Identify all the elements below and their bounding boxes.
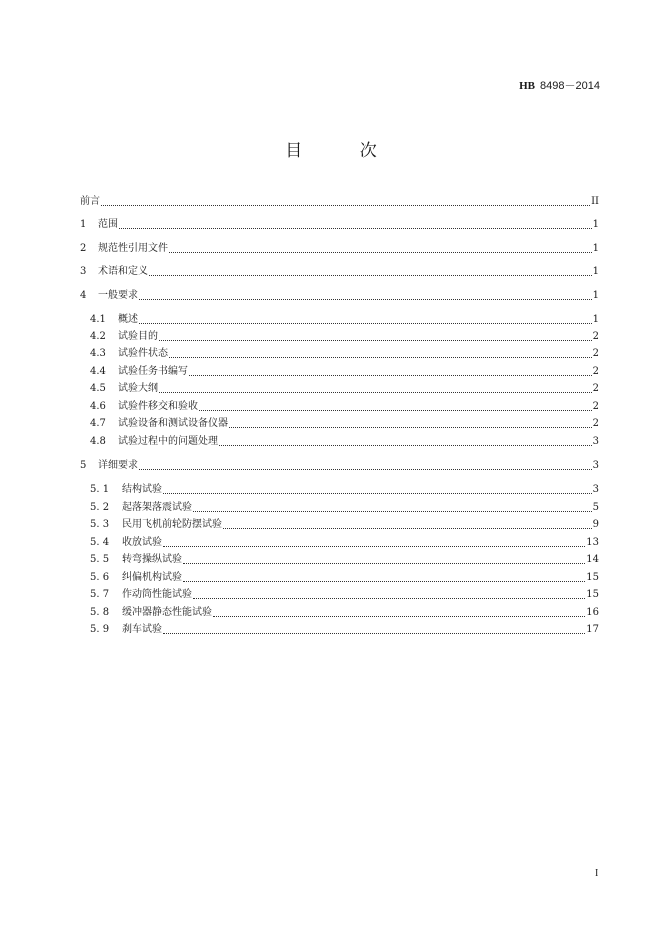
toc-leader-dots <box>223 527 592 529</box>
toc-leader-dots <box>163 632 585 634</box>
toc-entry-label: 试验件状态 <box>118 348 168 359</box>
toc-entry-number: 5. 4 <box>90 537 110 548</box>
toc-entry-label: 缓冲器静态性能试验 <box>122 607 212 618</box>
toc-entry-label: 转弯操纵试验 <box>122 554 182 565</box>
toc-entry-label: 术语和定义 <box>98 266 148 277</box>
toc-entry-label: 一般要求 <box>98 290 138 301</box>
toc-entry-number: 5. 5 <box>90 554 110 565</box>
toc-entry-page: 2 <box>592 331 599 342</box>
toc-leader-dots <box>213 615 585 617</box>
toc-entry-page: 1 <box>592 266 599 277</box>
toc-entry-page: 1 <box>592 290 599 301</box>
toc-entry-label: 规范性引用文件 <box>98 243 168 254</box>
toc-entry-page: 2 <box>592 401 599 412</box>
toc-leader-dots <box>189 374 592 376</box>
toc-entry-page: 15 <box>586 589 599 600</box>
toc-leader-dots <box>163 545 585 547</box>
toc-entry[interactable] <box>80 194 599 208</box>
toc-entry-number: 4.3 <box>90 348 106 359</box>
toc-leader-dots <box>139 468 592 470</box>
toc-entry-page: 2 <box>592 418 599 429</box>
toc-entry[interactable] <box>80 217 599 231</box>
toc-entry-page: 14 <box>586 554 599 565</box>
toc-entry[interactable] <box>90 517 599 531</box>
toc-entry[interactable] <box>90 381 599 395</box>
toc-leader-dots <box>183 562 585 564</box>
toc-entry-label: 概述 <box>118 314 138 325</box>
toc-entry-label: 前言 <box>80 196 100 207</box>
toc-entry-number: 3 <box>80 266 87 277</box>
toc-entry[interactable] <box>80 288 599 302</box>
toc-entry-number: 4.4 <box>90 366 106 377</box>
toc-entry[interactable] <box>90 329 599 343</box>
toc-entry[interactable] <box>90 312 599 326</box>
toc-entry-page: 3 <box>592 460 599 471</box>
toc-leader-dots <box>139 322 592 324</box>
toc-entry[interactable] <box>90 535 599 549</box>
toc-entry[interactable] <box>90 605 599 619</box>
toc-entry-page: 2 <box>592 348 599 359</box>
toc-leader-dots <box>219 444 592 446</box>
toc-entry-number: 5. 7 <box>90 589 110 600</box>
toc-entry-label: 试验目的 <box>118 331 158 342</box>
toc-entry-number: 4.6 <box>90 401 106 412</box>
toc-entry-number: 1 <box>80 219 87 230</box>
toc-entry-page: 5 <box>592 502 599 513</box>
page-title: 目 次 <box>285 141 403 161</box>
toc-entry-number: 4 <box>80 290 87 301</box>
toc-entry[interactable] <box>90 346 599 360</box>
toc-entry[interactable] <box>80 458 599 472</box>
toc-entry[interactable] <box>80 241 599 255</box>
toc-entry[interactable] <box>90 587 599 601</box>
toc-entry[interactable] <box>90 434 599 448</box>
standard-prefix: HB <box>519 80 535 92</box>
toc-entry-label: 作动筒性能试验 <box>122 589 192 600</box>
toc-entry-label: 起落架落震试验 <box>122 502 192 513</box>
toc-leader-dots <box>149 274 592 276</box>
toc-entry[interactable] <box>90 622 599 636</box>
toc-entry-page: 1 <box>592 243 599 254</box>
toc-entry-number: 4.2 <box>90 331 106 342</box>
toc-entry-page: 17 <box>586 624 599 635</box>
toc-leader-dots <box>199 409 592 411</box>
toc-leader-dots <box>159 391 592 393</box>
toc-leader-dots <box>183 580 585 582</box>
toc-entry-number: 2 <box>80 243 87 254</box>
toc-leader-dots <box>163 492 592 494</box>
toc-leader-dots <box>139 298 592 300</box>
toc-entry[interactable] <box>90 482 599 496</box>
toc-entry-page: 9 <box>592 519 599 530</box>
toc-entry-number: 4.8 <box>90 436 106 447</box>
toc-entry-number: 4.7 <box>90 418 106 429</box>
toc-entry-page: 13 <box>586 537 599 548</box>
toc-entry-page: 1 <box>592 219 599 230</box>
toc-entry-label: 纠偏机构试验 <box>122 572 182 583</box>
toc-leader-dots <box>229 426 592 428</box>
toc-entry[interactable] <box>90 570 599 584</box>
toc-entry-label: 试验设备和测试设备仪器 <box>118 418 228 429</box>
toc-entry[interactable] <box>80 264 599 278</box>
toc-entry-number: 5. 1 <box>90 484 110 495</box>
toc-entry[interactable] <box>90 364 599 378</box>
standard-code <box>519 77 600 93</box>
toc-leader-dots <box>101 204 590 206</box>
toc-leader-dots <box>119 227 592 229</box>
toc-entry-number: 5. 2 <box>90 502 110 513</box>
toc-entry-label: 详细要求 <box>98 460 138 471</box>
toc-entry-number: 4.1 <box>90 314 106 325</box>
toc-entry-number: 5 <box>80 460 87 471</box>
toc-entry[interactable] <box>90 500 599 514</box>
toc-entry-label: 试验大纲 <box>118 383 158 394</box>
toc-entry-page: 1 <box>592 314 599 325</box>
standard-number: 8498－2014 <box>540 80 600 92</box>
toc-entry-label: 试验过程中的问题处理 <box>118 436 218 447</box>
toc-entry-label: 试验任务书编写 <box>118 366 188 377</box>
toc-entry-label: 民用飞机前轮防摆试验 <box>122 519 222 530</box>
toc-entry-label: 收放试验 <box>122 537 162 548</box>
toc-entry[interactable] <box>90 416 599 430</box>
toc-entry-page: 16 <box>586 607 599 618</box>
page-number: I <box>595 868 599 879</box>
toc-entry-page: 3 <box>592 484 599 495</box>
toc-entry-number: 5. 6 <box>90 572 110 583</box>
toc-entry-label: 试验件移交和验收 <box>118 401 198 412</box>
toc-leader-dots <box>169 356 592 358</box>
toc-entry-label: 范围 <box>98 219 118 230</box>
toc-entry-page: 2 <box>592 366 599 377</box>
toc-leader-dots <box>193 597 585 599</box>
toc-leader-dots <box>193 510 592 512</box>
toc-entry-number: 5. 9 <box>90 624 110 635</box>
toc-entry[interactable] <box>90 552 599 566</box>
toc-entry-label: 刹车试验 <box>122 624 162 635</box>
toc-entry-page: 2 <box>592 383 599 394</box>
toc-entry-page: 3 <box>592 436 599 447</box>
toc-entry-label: 结构试验 <box>122 484 162 495</box>
toc-leader-dots <box>169 251 592 253</box>
toc-entry-page: II <box>591 196 599 207</box>
toc-entry-number: 5. 8 <box>90 607 110 618</box>
toc-entry-page: 15 <box>586 572 599 583</box>
toc-entry[interactable] <box>90 399 599 413</box>
toc-leader-dots <box>159 339 592 341</box>
toc-entry-number: 4.5 <box>90 383 106 394</box>
toc-entry-number: 5. 3 <box>90 519 110 530</box>
